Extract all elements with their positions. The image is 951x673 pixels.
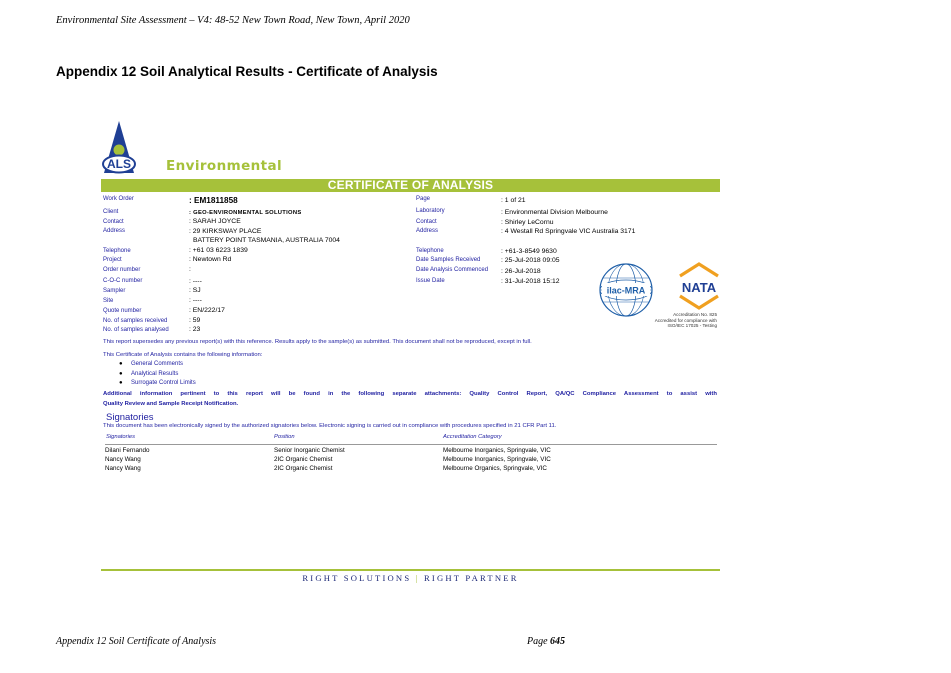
accreditation-line: ISO/IEC 17025 - Testing [667,323,717,329]
field-label: No. of samples analysed [103,327,169,333]
signatory-name: Dilani Fernando [105,447,150,454]
field-label: C-O-C number [103,278,143,284]
bullet-icon: ● [119,380,123,386]
field-label: Work Order [103,196,134,202]
contents-item: ● Analytical Results [119,371,179,377]
certificate-of-analysis [101,118,720,598]
project-value: : Newtown Rd [189,256,232,263]
field-label: Quote number [103,308,142,314]
contents-item: ● General Comments [119,361,184,367]
signatory-name: Nancy Wang [105,465,141,472]
field-label: No. of samples received [103,318,168,324]
field-label: Laboratory [416,208,445,214]
accreditation-line: Accreditation No. 825 [673,312,717,317]
ilac-mra-seal [598,262,654,318]
signatory-position: 2IC Organic Chemist [274,456,333,463]
certificate-banner: CERTIFICATE OF ANALYSIS [101,179,720,192]
page-heading: Appendix 12 Soil Analytical Results - Certificate of Analysis [56,64,438,79]
signatory-name: Nancy Wang [105,456,141,463]
lab-contact-value: : Shirley LeCornu [501,219,554,226]
page-value: : 1 of 21 [501,197,526,204]
field-label: Telephone [103,248,131,254]
running-header: Environmental Site Assessment – V4: 48-52 New Town Road, New Town, April 2020 [56,15,410,26]
telephone-value: : +61 03 6223 1839 [189,247,248,254]
work-order-value: : EM1811858 [189,196,238,205]
als-tagline: RIGHT SOLUTIONS | RIGHT PARTNER [302,573,519,583]
address-value: : 29 KIRKSWAY PLACE [189,228,262,235]
table-header: Position [274,434,295,440]
accreditation-block [625,312,717,329]
als-logo-text: ALS [107,157,131,171]
signatory-category: Melbourne Inorganics, Springvale, VIC [443,456,551,463]
table-header: Signatories [106,434,136,440]
field-label: Date Samples Received [416,257,481,263]
client-value: : GEO-ENVIRONMENTAL SOLUTIONS [189,210,302,216]
bullet-icon: ● [119,371,123,377]
contents-item: ● Surrogate Control Limits [119,380,196,386]
contact-value: : SARAH JOYCE [189,218,241,225]
als-logo-dot [114,145,125,156]
issue-date-value: : 31-Jul-2018 15:12 [501,278,560,285]
attachments-note: Additional information pertinent to this report will be found in the following separate attachments: Quality Control Report, QA/QC Compliance Assessment to assist with [103,391,717,397]
attachments-note-line2: Quality Review and Sample Receipt Notification. [103,401,239,407]
field-label: Contact [416,219,437,225]
address-value-line2: BATTERY POINT TASMANIA, AUSTRALIA 7004 [193,237,340,244]
accreditation-line: Accredited for compliance with [654,317,717,323]
samples-analysed-value: : 23 [189,326,201,333]
bullet-icon: ● [119,361,123,367]
supersede-note: This report supersedes any previous report(s) with this reference. Results apply to the sample(s) as submitted. This document shall not be reproduced, except in full. [103,339,532,345]
laboratory-value: : Environmental Division Melbourne [501,209,608,216]
field-label: Site [103,298,114,304]
nata-logo-text: NATA [681,280,717,295]
tagline-separator: | [415,573,420,583]
field-label: Issue Date [416,278,445,284]
signatory-position: 2IC Organic Chemist [274,465,333,472]
footer-page-number: Page 645 [527,636,566,647]
contents-intro: This Certificate of Analysis contains the following information: [103,352,263,358]
als-brand-text: Environmental [166,158,283,174]
signatory-position: Senior Inorganic Chemist [274,447,345,454]
field-label: Telephone [416,248,444,254]
als-logo [101,118,311,178]
table-header: Accreditation Category [443,434,502,440]
site-value: : ---- [189,297,202,304]
field-label: Contact [103,219,124,225]
signatories-note: This document has been electronically signed by the authorized signatories below. Electronic signing is carried out in compliance with procedures specified in 21 CFR Part 11. [103,423,557,429]
field-label: Order number [103,267,141,273]
date-commenced-value: : 26-Jul-2018 [501,268,541,275]
field-label: Address [416,228,439,234]
field-label: Project [103,257,122,263]
lab-telephone-value: : +61-3-8549 9630 [501,248,557,255]
lab-address-value: : 4 Westall Rd Springvale VIC Australia 3171 [501,228,636,235]
samples-received-value: : 59 [189,317,201,324]
sampler-value: : SJ [189,287,201,294]
certificate-footer-rule [101,569,720,571]
table-divider [105,444,717,445]
signatory-category: Melbourne Organics, Springvale, VIC [443,465,547,472]
signatories-title: Signatories [106,412,154,423]
signatory-category: Melbourne Inorganics, Springvale, VIC [443,447,551,454]
order-number-value: : [189,266,191,273]
field-label: Address [103,228,126,234]
nata-logo [674,262,724,310]
ilac-seal-text: ilac-MRA [606,285,646,296]
footer-document-title: Appendix 12 Soil Certificate of Analysis [56,636,217,647]
date-received-value: : 25-Jul-2018 09:05 [501,257,560,264]
coc-number-value: : ---- [189,278,202,285]
field-label: Date Analysis Commenced [416,267,489,273]
quote-number-value: : EN/222/17 [189,307,225,314]
field-label: Sampler [103,288,126,294]
field-label: Page [416,196,431,202]
field-label: Client [103,209,119,215]
